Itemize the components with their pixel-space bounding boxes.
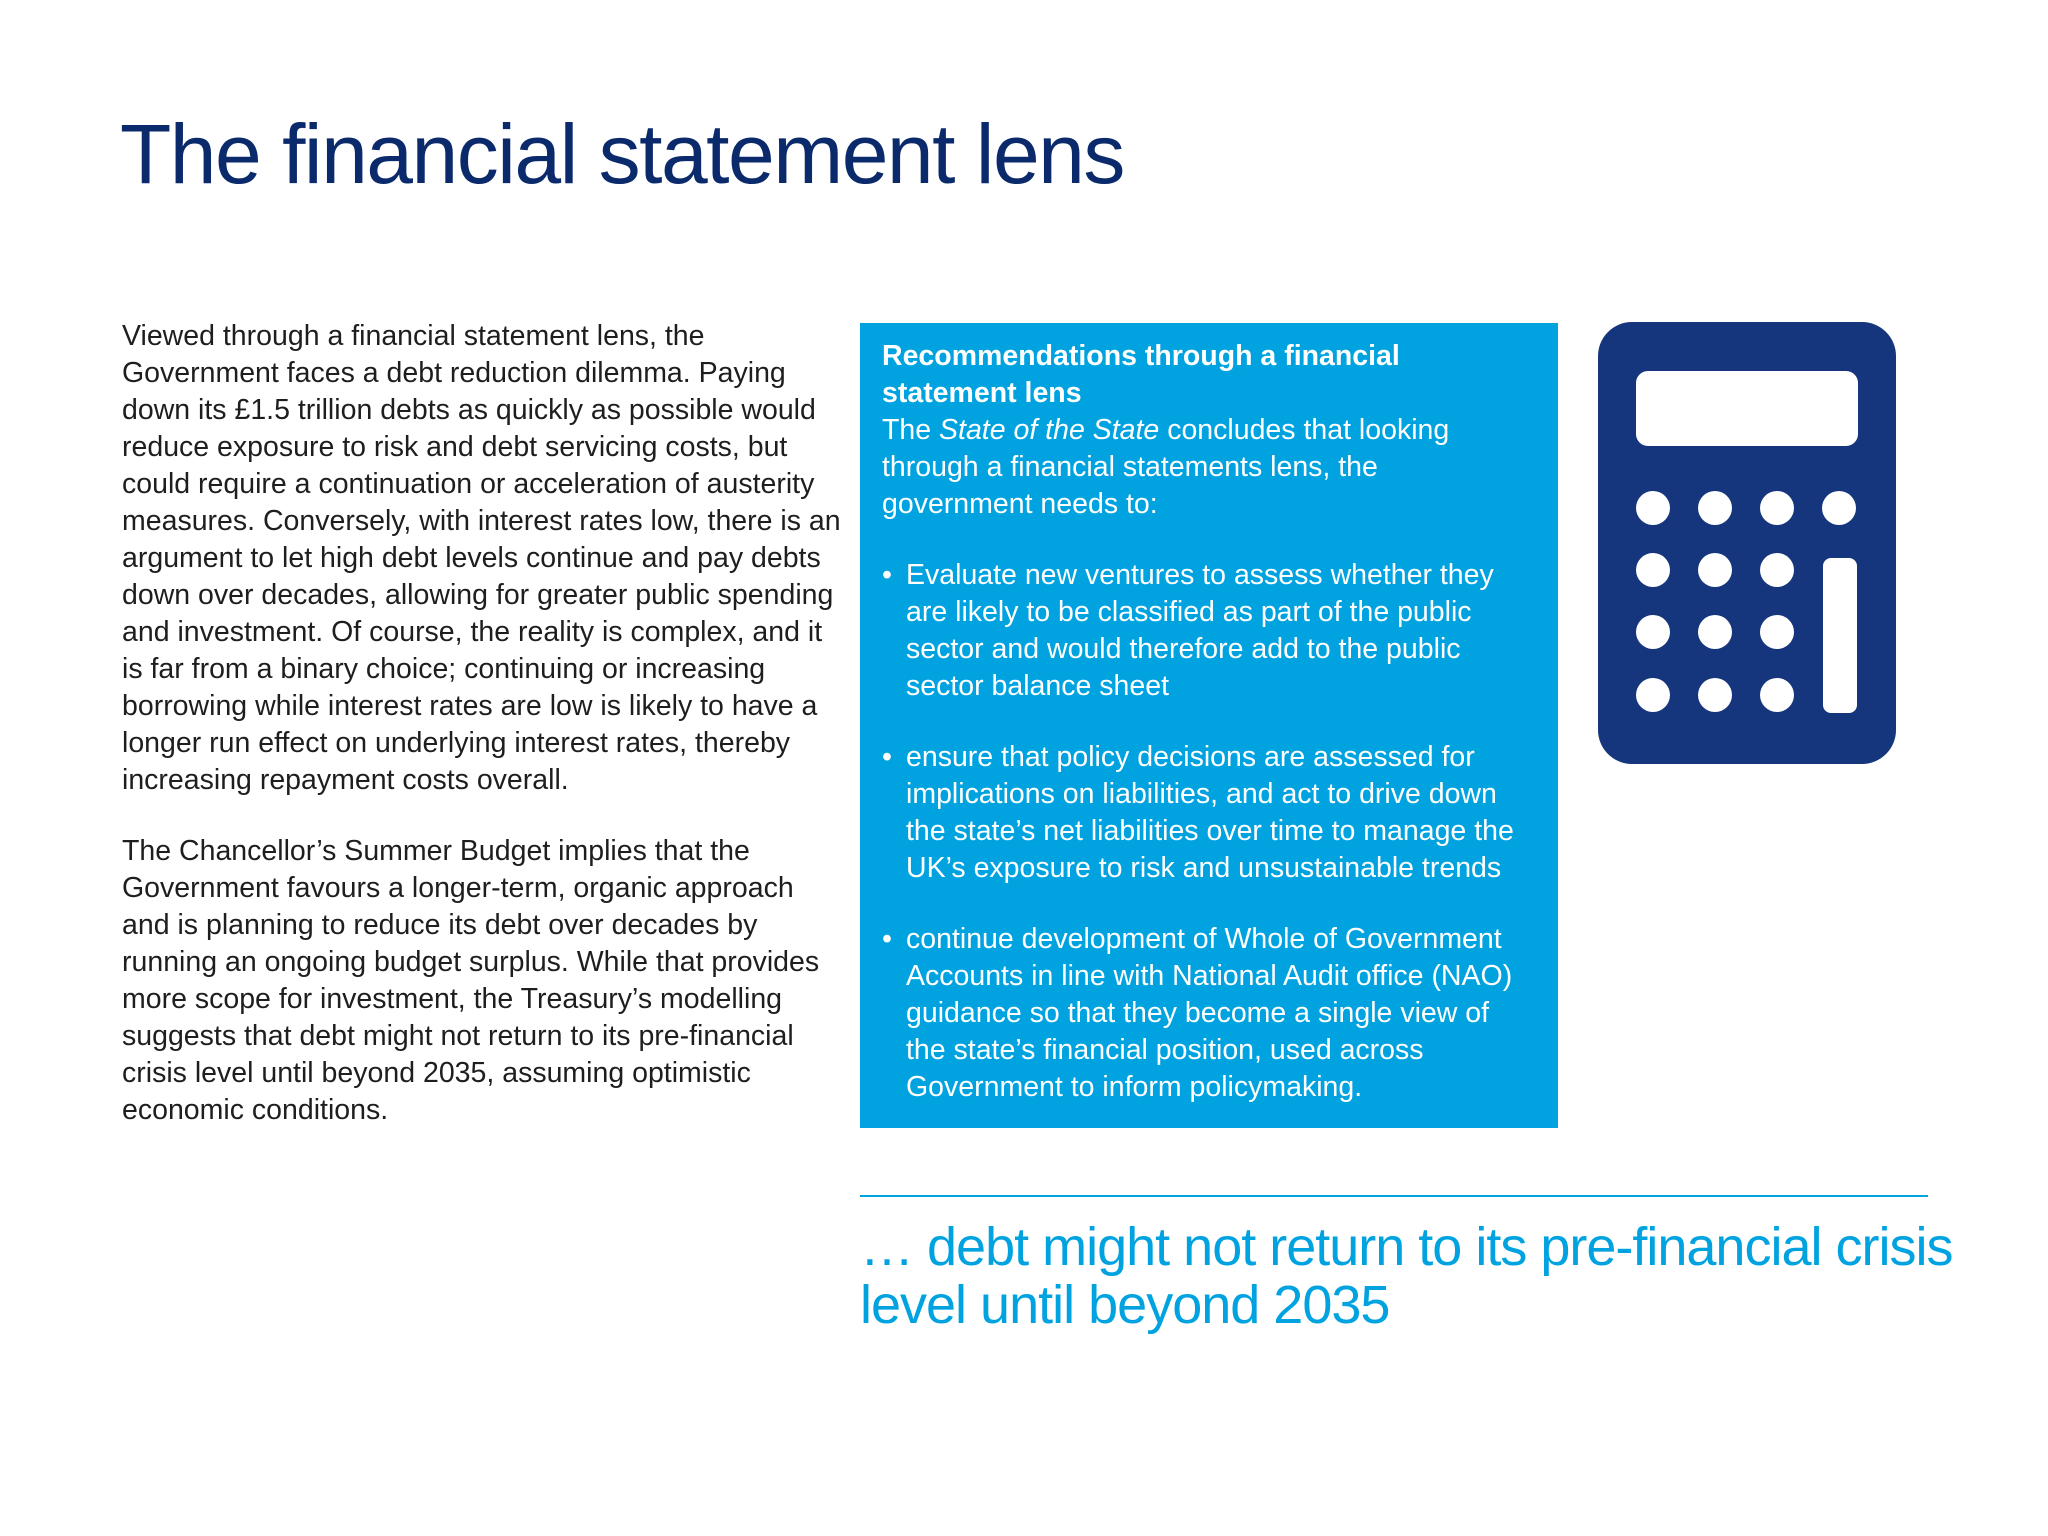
recommendations-list [882,557,1534,1106]
pull-quote: … debt might not return to its pre-financial crisis level until beyond 2035 [860,1217,1953,1335]
calculator-key [1698,615,1732,649]
recommendation-item: • ensure that policy decisions are assessed for implications on liabilities, and act to drive down the state’s net liabilities over time to manage the UK’s exposure to risk and unsustainable trends [882,739,1534,887]
calculator-key [1760,615,1794,649]
calculator-key [1760,553,1794,587]
calculator-key [1760,491,1794,525]
recommendations-box [860,323,1558,1128]
calculator-equals-key [1823,558,1857,713]
body-paragraph: Viewed through a financial statement lens, the Government faces a debt reduction dilemma. Paying down its £1.5 trillion debts as quickly as possible would reduce exposure to risk and debt servicing costs, but could require a continuation or acceleration of austerity measures. Conversely, with interest rates low, there is an argument to let high debt levels continue and pay debts down over decades, allowing for greater public spending and investment. Of course, the reality is complex, and it is far from a binary choice; continuing or increasing borrowing while interest rates are low is likely to have a longer run effect on underlying interest rates, thereby increasing repayment costs overall. [122,320,841,796]
calculator-key [1636,615,1670,649]
body-text-column [122,318,842,1163]
calculator-key [1698,491,1732,525]
page-title: The financial statement lens [120,107,1124,201]
recommendation-item: • Evaluate new ventures to assess whether they are likely to be classified as part of the public sector and would therefore add to the public sector balance sheet [882,557,1534,705]
calculator-key [1822,491,1856,525]
recommendation-item: • continue development of Whole of Government Accounts in line with National Audit office (NAO) guidance so that they become a single view of the state’s financial position, used across Government to inform policymaking. [882,921,1534,1106]
intro-prefix: The [882,414,940,446]
calculator-display [1636,371,1858,446]
calculator-key [1636,553,1670,587]
calculator-key [1760,678,1794,712]
body-paragraph: The Chancellor’s Summer Budget implies that the Government favours a longer-term, organic approach and is planning to reduce its debt over decades by running an ongoing budget surplus. While that provides more scope for investment, the Treasury’s modelling suggests that debt might not return to its pre-financial crisis level until beyond 2035, assuming optimistic economic conditions. [122,835,820,1126]
calculator-icon [1598,322,1896,764]
calculator-key [1636,678,1670,712]
divider-rule [860,1195,1928,1197]
calculator-key [1698,553,1732,587]
intro-report-title: State of the State [939,414,1160,446]
intro-suffix: concludes that looking through a financial statements lens, the government needs to: [882,414,1450,520]
calculator-key [1636,491,1670,525]
recommendations-heading: Recommendations through a financial statement lens [882,340,1400,409]
recommendations-intro [882,412,1534,523]
calculator-key [1698,678,1732,712]
